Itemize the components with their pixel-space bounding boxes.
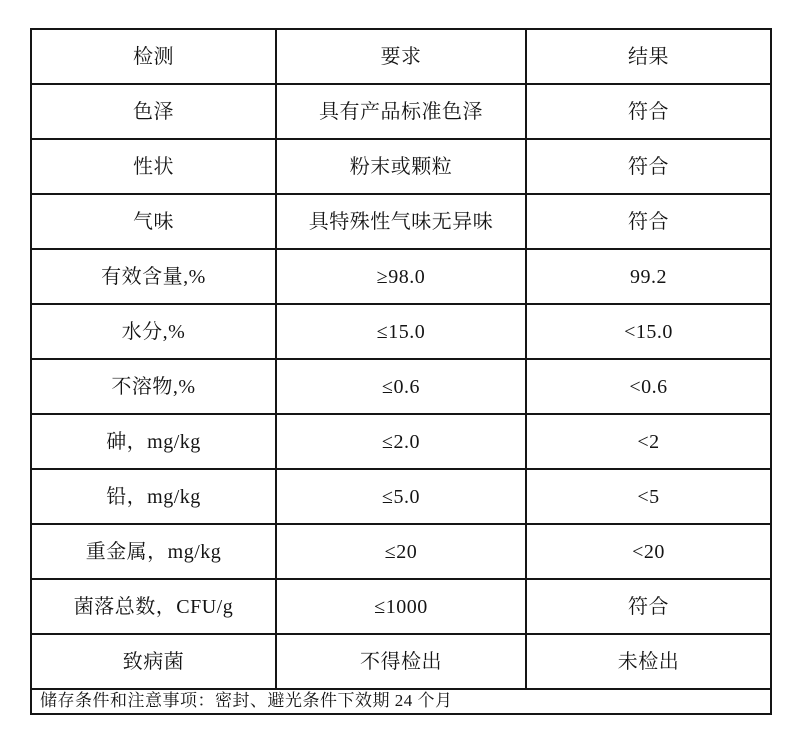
table-row (31, 249, 771, 304)
cell-requirement: ≥98.0 (276, 249, 526, 304)
cell-test: 气味 (31, 194, 276, 249)
table-row (31, 524, 771, 579)
table-row (31, 579, 771, 634)
cell-test: 色泽 (31, 84, 276, 139)
storage-note: 储存条件和注意事项：密封、避光条件下效期 24 个月 (31, 689, 771, 714)
cell-result: 99.2 (526, 249, 771, 304)
cell-requirement: ≤5.0 (276, 469, 526, 524)
table-row (31, 414, 771, 469)
cell-result: <0.6 (526, 359, 771, 414)
cell-requirement: 具有产品标准色泽 (276, 84, 526, 139)
cell-requirement: ≤20 (276, 524, 526, 579)
cell-result: 符合 (526, 194, 771, 249)
cell-test: 砷，mg/kg (31, 414, 276, 469)
cell-result: 符合 (526, 84, 771, 139)
cell-result: <2 (526, 414, 771, 469)
cell-test: 致病菌 (31, 634, 276, 689)
cell-test: 铅，mg/kg (31, 469, 276, 524)
cell-test: 性状 (31, 139, 276, 194)
header-test: 检测 (31, 29, 276, 84)
header-row (31, 29, 771, 84)
cell-test: 不溶物,% (31, 359, 276, 414)
cell-result: <20 (526, 524, 771, 579)
cell-test: 水分,% (31, 304, 276, 359)
cell-requirement: ≤2.0 (276, 414, 526, 469)
cell-test: 菌落总数，CFU/g (31, 579, 276, 634)
cell-result: 符合 (526, 139, 771, 194)
cell-test: 重金属，mg/kg (31, 524, 276, 579)
table-row (31, 139, 771, 194)
cell-requirement: 不得检出 (276, 634, 526, 689)
cell-requirement: ≤15.0 (276, 304, 526, 359)
cell-result: 符合 (526, 579, 771, 634)
cell-test: 有效含量,% (31, 249, 276, 304)
table-row (31, 469, 771, 524)
header-requirement: 要求 (276, 29, 526, 84)
cell-result: 未检出 (526, 634, 771, 689)
cell-result: <15.0 (526, 304, 771, 359)
header-result: 结果 (526, 29, 771, 84)
inspection-table (30, 28, 772, 715)
table-row (31, 634, 771, 689)
table-row (31, 304, 771, 359)
cell-requirement: 粉末或颗粒 (276, 139, 526, 194)
cell-result: <5 (526, 469, 771, 524)
cell-requirement: ≤1000 (276, 579, 526, 634)
table-row (31, 359, 771, 414)
table-row (31, 84, 771, 139)
cell-requirement: 具特殊性气味无异味 (276, 194, 526, 249)
table-row (31, 194, 771, 249)
cell-requirement: ≤0.6 (276, 359, 526, 414)
footer-row (31, 689, 771, 714)
